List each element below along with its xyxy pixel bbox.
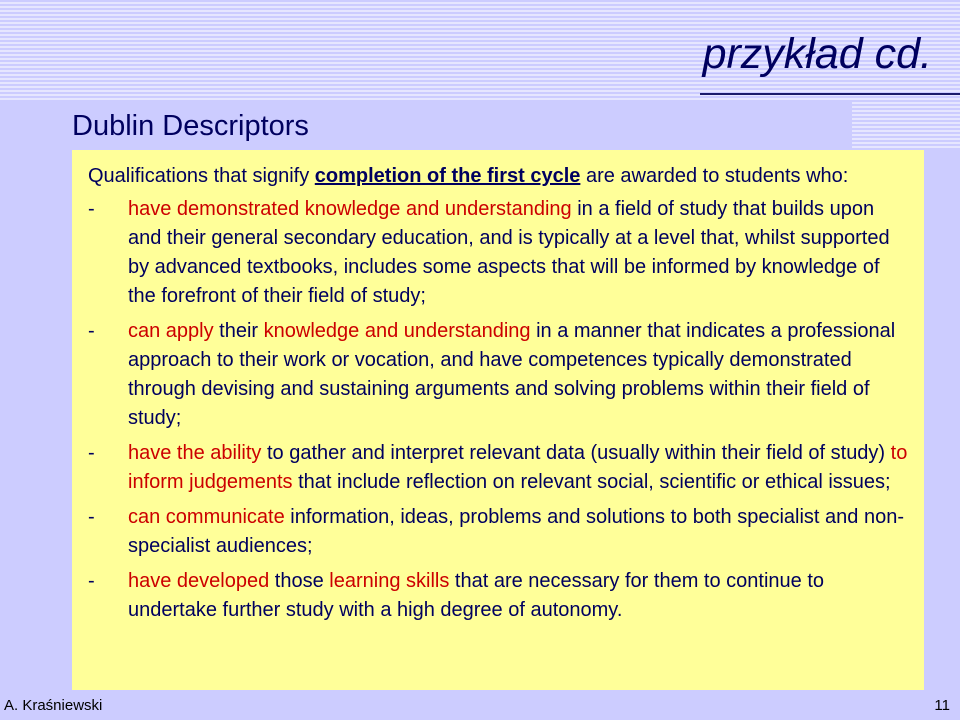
descriptor-item [88, 567, 908, 625]
descriptor-item [88, 195, 908, 311]
item-text: to gather and interpret relevant data (usually within their field of study) [261, 442, 891, 464]
item-phrase: can communicate [128, 506, 285, 528]
slide-subtitle: Dublin Descriptors [72, 110, 309, 142]
item-text: in a field of study that builds upon and their general secondary education, and is typically at a level that, whilst supported by advanced textbooks, includes some aspects that will be informed by knowledge of the forefront of their field of study; [128, 198, 890, 307]
slide-title: przykład cd. [702, 30, 932, 78]
descriptor-item [88, 317, 908, 433]
intro-emphasis: completion of the first cycle [314, 165, 581, 187]
list-dash: - [88, 198, 95, 220]
item-phrase: have developed [128, 570, 270, 592]
title-underline [700, 93, 960, 95]
list-dash: - [88, 320, 95, 342]
item-text: those [269, 570, 330, 592]
item-text: that include reflection on relevant social, scientific or ethical issues; [292, 471, 891, 493]
list-dash: - [88, 506, 95, 528]
item-phrase: have demonstrated knowledge and understanding [128, 198, 572, 220]
list-dash: - [88, 570, 95, 592]
item-phrase: to inform judgements [128, 442, 908, 493]
intro-text-after: are awarded to students who: [580, 165, 849, 187]
content-box [72, 150, 924, 690]
item-phrase: have the ability [128, 442, 262, 464]
footer-author: A. Kraśniewski [4, 697, 103, 714]
page-number: 11 [934, 697, 950, 714]
descriptor-item [88, 439, 908, 497]
item-text: in a manner that indicates a professional approach to their work or vocation, and have competences typically demonstrated through devising and sustaining arguments and solving problems within their field of study; [128, 320, 896, 429]
intro-paragraph [88, 162, 908, 191]
corner-stripes [852, 96, 960, 148]
item-phrase: learning skills [329, 570, 450, 592]
descriptor-list [88, 195, 908, 625]
intro-text-before: Qualifications that signify [88, 165, 315, 187]
item-phrase: knowledge and understanding [263, 320, 531, 342]
item-text: their [213, 320, 264, 342]
list-dash: - [88, 442, 95, 464]
item-text: that are necessary for them to continue to undertake further study with a high degree of autonomy. [128, 570, 824, 621]
item-text: information, ideas, problems and solutions to both specialist and non-specialist audiences; [128, 506, 904, 557]
item-phrase: can apply [128, 320, 214, 342]
descriptor-item [88, 503, 908, 561]
